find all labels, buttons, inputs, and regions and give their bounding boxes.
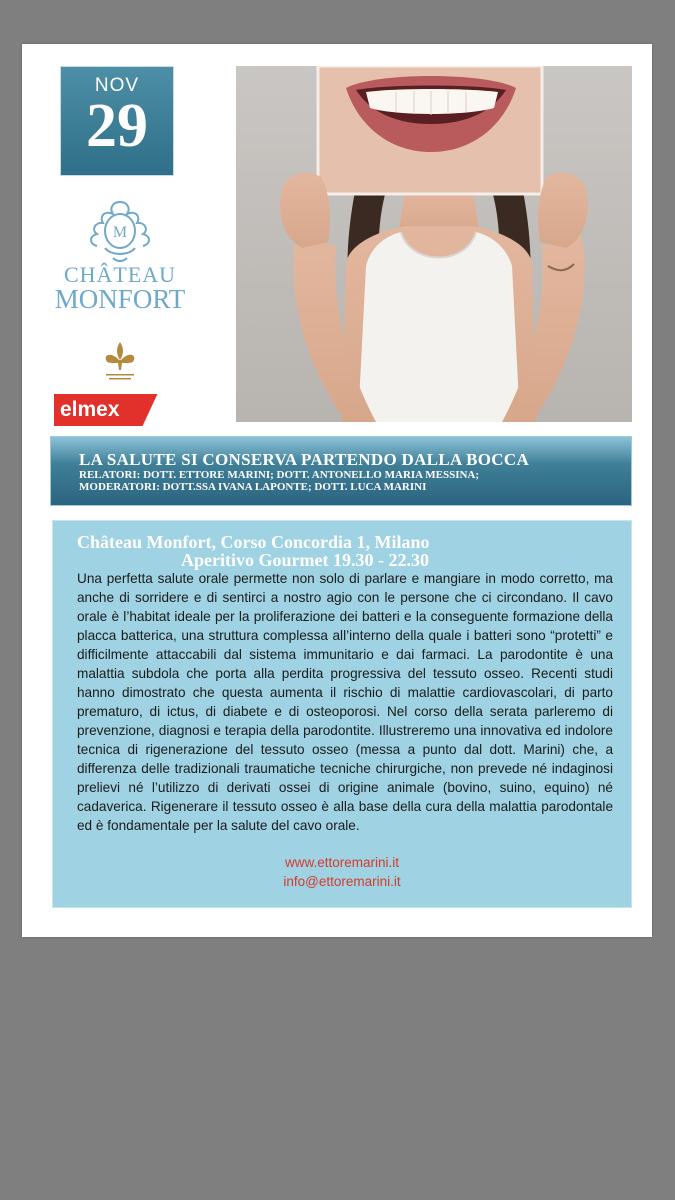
relais-chateaux-logo [100,340,140,384]
speakers-line: RELATORI: DOTT. ETTORE MARINI; DOTT. ANTONELLO MARIA MESSINA; [79,469,480,481]
moderators-line: MODERATORI: DOTT.SSA IVANA LAPONTE; DOTT. LUCA MARINI [79,481,427,493]
chateau-monfort-logo [50,196,190,316]
contact-links [53,853,631,891]
date-day: 29 [86,92,148,160]
website-link[interactable]: www.ettoremarini.it [284,855,400,870]
venue-address: Château Monfort, Corso Concordia 1, Milano [77,532,430,552]
info-box [52,520,632,908]
venue-time: Aperitivo Gourmet 19.30 - 22.30 [181,550,429,570]
event-description: Una perfetta salute orale permette non solo di parlare e mangiare in modo corretto, ma anche di sorridere e di sentirci a nostro agio con le persone che ci circondano. Il cavo orale è l’habitat ideale per la proliferazione dei batteri e la conseguente formazione della placca batterica, una struttura complessa all’interno della quale i batteri sono “protetti” e difficilmente attaccabili dal sistema immunitario e dai farmaci. La parodontite è una malattia subdola che porta alla perdita progressiva del tessuto osseo. Recenti studi hanno dimostrato che questa aumenta il rischio di malattie cardiovascolari, di parto prematuro, di ictus, di diabete e di osteoporosi. Nel corso della serata parleremo di prevenzione, diagnosi e terapia della parodontite. Illustreremo una innovativa ed indolore tecnica di rigenerazione del tessuto osseo (messa a punto dal dott. Marini) che, a differenza delle tradizionali traumatiche tecniche chirurgiche, non prevede né indaginosi prelievi né l’utilizzo di derivati ossei di origine animale (bovino, suino, equino) né cadaverica. Rigenerare il tessuto osseo è alla base della cura della malattia parodontale ed è fondamentale per la salute del cavo orale. [77,571,613,833]
svg-text:M: M [112,224,128,241]
venue-heading [77,533,607,569]
event-title: LA SALUTE SI CONSERVA PARTENDO DALLA BOCCA [79,450,530,469]
smile-photo [236,66,632,422]
date-month: NOV [94,75,140,96]
elmex-wordmark: elmex [60,398,120,421]
title-banner [50,436,632,506]
elmex-stripe [141,394,172,426]
smile-photo-illustration [236,66,632,422]
chateau-name-line1: CHÂTEAU [63,262,177,287]
date-badge [60,66,174,176]
crest-icon [75,196,165,266]
email-link[interactable]: info@ettoremarini.it [283,874,401,889]
chateau-name-line2: MONFORT [54,284,186,314]
elmex-logo [54,394,172,426]
event-flyer [22,44,652,937]
